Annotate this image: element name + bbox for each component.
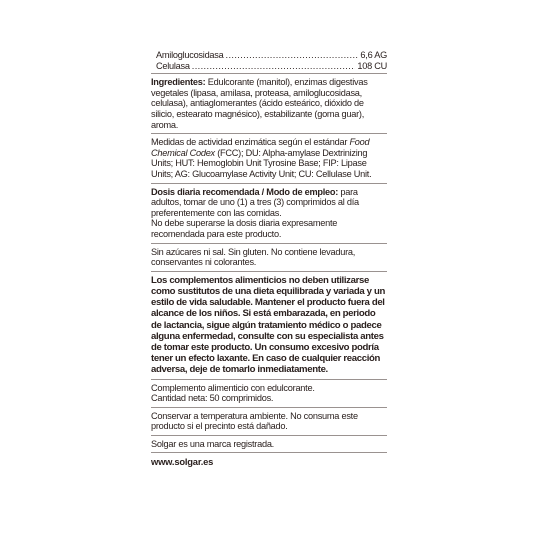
- divider: [151, 435, 387, 436]
- product-type: Complemento alimenticio con edulcorante.: [151, 382, 315, 393]
- dosage-note: No debe superarse la dosis diaria expresamente recomendada para este producto.: [151, 218, 338, 239]
- divider: [151, 243, 387, 244]
- leader-dots: [192, 61, 356, 72]
- trademark-paragraph: Solgar es una marca registrada.: [151, 438, 274, 449]
- enzyme-value: 108 CU: [357, 60, 387, 71]
- measures-paragraph: [151, 137, 387, 179]
- divider: [151, 73, 387, 74]
- website-link[interactable]: www.solgar.es: [151, 456, 214, 468]
- product-quantity: Cantidad neta: 50 comprimidos.: [151, 393, 274, 404]
- enzyme-row-amiloglucosidasa: [151, 50, 387, 61]
- enzyme-name: Celulasa: [156, 60, 190, 71]
- measures-suffix: (FCC); DU: Alpha-amylase Dextrinizing Units; HUT: Hemoglobin Unit Tyrosine Base; FIP: Lipase Units; AG: Glucoamylase Activity Unit; CU: Cellulase Unit.: [151, 147, 372, 179]
- divider: [151, 133, 387, 134]
- ingredients-paragraph: [151, 77, 387, 130]
- ingredients-heading: Ingredientes:: [151, 77, 206, 88]
- enzyme-row-celulasa: [151, 61, 387, 72]
- enzyme-name: Amiloglucosidasa: [156, 50, 224, 60]
- divider: [151, 271, 387, 272]
- measures-standard: Food Chemical Codex: [151, 137, 370, 158]
- supplement-label: [151, 50, 387, 467]
- storage-paragraph: Conservar a temperatura ambiente. No consuma este producto si el precinto está dañado.: [151, 410, 358, 432]
- divider: [151, 379, 387, 380]
- dosage-text: para adultos, tomar de uno (1) a tres (3) comprimidos al día preferentemente con las comidas.: [151, 186, 359, 218]
- dosage-paragraph: [151, 187, 387, 219]
- dosage-heading: Dosis diaria recomendada / Modo de empleo:: [151, 186, 339, 197]
- leader-dots: [226, 50, 359, 61]
- divider: [151, 183, 387, 184]
- enzyme-value: 6,6 AG: [360, 50, 387, 60]
- measures-prefix: Medidas de actividad enzimática según el estándar: [151, 137, 350, 148]
- divider: [151, 452, 387, 453]
- warning-paragraph: Los complementos alimenticios no deben utilizarse como sustitutos de una dieta equilibrada y variada y un estilo de vida saludable. Mantener el producto fuera del alcance de los niños. Si está embarazada, en periodo de lactancia, sigue algún tratamiento médico o padece alguna enfermedad, consulte con su especialista antes de tomar este producto. Un consumo excesivo podría tener un efecto laxante. En caso de cualquier reacción adversa, deje de tomarlo inmediatamente.: [151, 274, 385, 376]
- ingredients-text: Edulcorante (manitol), enzimas digestivas vegetales (lipasa, amilasa, proteasa, amiloglucosidasa, celulasa), antiaglomerantes (ácido esteárico, dióxido de silicio, estearato magnésico), estabilizante (goma guar), aroma.: [151, 77, 368, 130]
- divider: [151, 407, 387, 408]
- free-from-paragraph: Sin azúcares ni sal. Sin gluten. No contiene levadura, conservantes ni colorantes.: [151, 246, 356, 268]
